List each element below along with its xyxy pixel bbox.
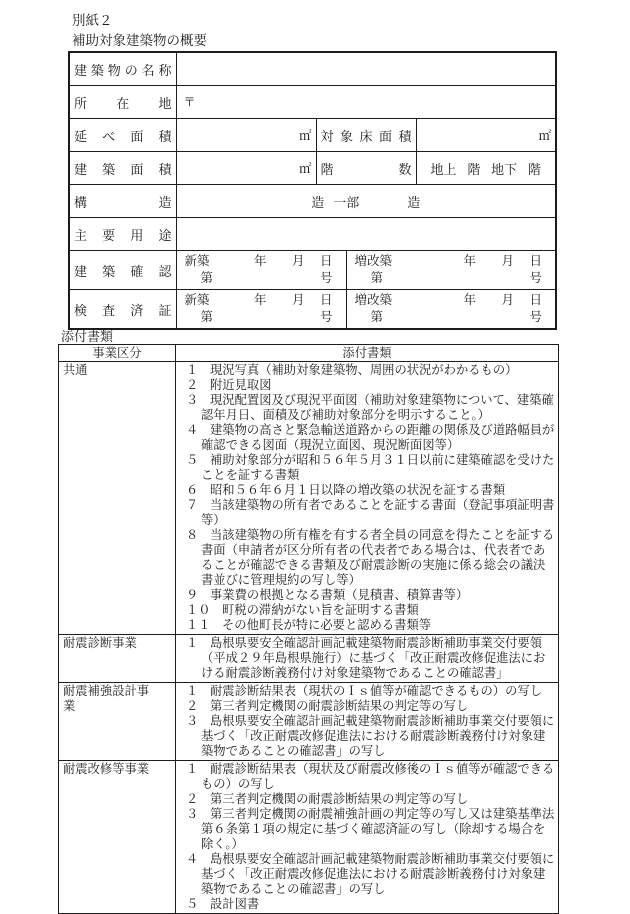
new-construction-label: 新築 xyxy=(184,254,210,268)
day-label: 日 xyxy=(319,254,333,268)
extension-label: 増改築 xyxy=(354,254,393,268)
building-confirmation-label: 建築確認 xyxy=(69,251,176,290)
floor-unit: 階 xyxy=(527,161,541,177)
number-suffix: 号 xyxy=(319,310,333,324)
confirmation-new-cell xyxy=(176,251,346,290)
new-construction-label: 新築 xyxy=(184,293,210,307)
row-main-use xyxy=(69,218,556,251)
attachment-item: １ 耐震診断結果表（現状及び耐震改修後のＩｓ値等が確認できるもの）の写し xyxy=(186,762,555,791)
attachment-item: ３ 第三者判定機関の耐震補強計画の判定等の写し又は建築基準法第６条第１項の規定に基づく確認済証の写し（除却する場合を除く。） xyxy=(186,807,555,851)
month-label: 月 xyxy=(501,254,514,268)
total-floor-area-label: 延べ面積 xyxy=(69,119,176,152)
attachment-item: ５ 設計図書 xyxy=(186,897,260,911)
above-ground-label: 地上 xyxy=(430,161,457,177)
documents-seismic-diagnosis xyxy=(176,635,559,683)
total-floor-area-value xyxy=(176,119,316,152)
number-suffix: 号 xyxy=(529,310,542,324)
documents-reinforcement-design xyxy=(176,683,559,761)
attachment-item: ２ 第三者判定機関の耐震診断結果の判定等の写し xyxy=(186,699,469,713)
attachment-item: ７ 当該建築物の所有者であることを証する書面（登記事項証明書等） xyxy=(186,498,555,527)
target-floor-area-label: 対象床面積 xyxy=(316,119,416,152)
sqm-unit: ㎡ xyxy=(538,129,551,143)
category-common: 共通 xyxy=(59,362,176,635)
structure-suffix: 造 xyxy=(311,194,325,210)
category-reinforcement-design: 耐震補強設計事業 xyxy=(59,683,176,761)
main-use-label: 主要用途 xyxy=(69,218,176,251)
structure-value xyxy=(176,185,556,218)
attachment-item: １ 現況写真（補助対象建築物、周囲の状況がわかるもの） xyxy=(186,363,518,377)
structure-partly: 一部 xyxy=(333,194,360,210)
attachments-table xyxy=(58,344,559,914)
category-retrofit: 耐震改修等事業 xyxy=(59,761,176,914)
table-row-common xyxy=(59,362,559,635)
month-label: 月 xyxy=(291,293,305,307)
row-structure xyxy=(69,185,556,218)
table-row-seismic-diagnosis xyxy=(59,635,559,683)
attachment-item: ２ 第三者判定機関の耐震診断結果の判定等の写し xyxy=(186,792,469,806)
table-row-retrofit xyxy=(59,761,559,914)
inspection-certificate-label: 検査済証 xyxy=(69,290,176,330)
attachment-item: ８ 当該建築物の所有権を有する者全員の同意を得たことを証する書面（申請者が区分所有者の代表者である場合は、代表者であることが確認できる書類及び耐震診断の実施に係る総会の議決書並びに管理規約の写し等） xyxy=(186,528,555,587)
page-title: 補助対象建築物の概要 xyxy=(72,33,207,48)
row-building-area-floors xyxy=(69,152,556,185)
main-use-value xyxy=(176,218,556,251)
building-name-label: 建築物の名称 xyxy=(69,52,176,86)
building-name-value xyxy=(176,52,556,86)
attachment-item: ６ 昭和５６年６月１日以降の増改築の状況を証する書類 xyxy=(186,483,506,497)
building-area-value xyxy=(176,152,316,185)
year-label: 年 xyxy=(253,254,267,268)
number-prefix: 第 xyxy=(200,310,214,324)
category-seismic-diagnosis: 耐震診断事業 xyxy=(59,635,176,683)
number-prefix: 第 xyxy=(370,271,384,285)
documents-retrofit xyxy=(176,761,559,914)
number-suffix: 号 xyxy=(529,271,542,285)
attachment-item: １ 島根県要安全確認計画記載建築物耐震診断補助事業交付要領（平成２９年島根県施行）に基づく「改正耐震改修促進法における耐震診断義務付け対象建築物であることの確認書」 xyxy=(186,636,546,680)
category-column-header: 事業区分 xyxy=(59,345,176,362)
number-prefix: 第 xyxy=(200,271,214,285)
attachment-number: 別紙２ xyxy=(72,13,113,28)
floor-unit: 階 xyxy=(467,161,481,177)
row-location xyxy=(69,86,556,119)
row-building-name xyxy=(69,52,556,86)
extension-label: 増改築 xyxy=(354,293,393,307)
sqm-unit: ㎡ xyxy=(298,129,312,143)
floors-label: 階数 xyxy=(316,152,416,185)
attachments-section-label: 添付書類 xyxy=(61,329,114,344)
attachment-item: ４ 建築物の高さと緊急輸送道路からの距離の関係及び道路幅員が確認できる図面（現況立面図、現況断面図等） xyxy=(186,423,555,452)
number-prefix: 第 xyxy=(370,310,384,324)
number-suffix: 号 xyxy=(319,271,333,285)
attachment-item: １１ その他町長が特に必要と認める書類等 xyxy=(186,618,432,632)
attachment-item: ２ 附近見取図 xyxy=(186,378,272,392)
year-label: 年 xyxy=(463,254,476,268)
sqm-unit: ㎡ xyxy=(298,162,312,176)
inspection-extension-cell xyxy=(346,290,556,330)
building-overview-table xyxy=(68,51,557,330)
month-label: 月 xyxy=(501,293,514,307)
attachment-item: ３ 島根県要安全確認計画記載建築物耐震診断補助事業交付要領に基づく「改正耐震改修促進法における耐震診断義務付け対象建築物であることの確認書」の写し xyxy=(186,714,555,758)
attachments-header-row xyxy=(59,345,559,362)
day-label: 日 xyxy=(529,254,542,268)
structure-suffix: 造 xyxy=(407,194,421,210)
postal-mark: 〒 xyxy=(183,95,196,109)
row-inspection-certificate xyxy=(69,290,556,330)
attachment-item: １ 耐震診断結果表（現状のＩｓ値等が確認できるもの）の写し xyxy=(186,684,543,698)
attachment-item: ４ 島根県要安全確認計画記載建築物耐震診断補助事業交付要領に基づく「改正耐震改修促進法における耐震診断義務付け対象建築物であることの確認書」の写し xyxy=(186,852,555,896)
structure-label: 構造 xyxy=(69,185,176,218)
year-label: 年 xyxy=(253,293,267,307)
floors-value xyxy=(416,152,556,185)
table-row-reinforcement-design xyxy=(59,683,559,761)
attachment-item: １０ 町税の滞納がない旨を証明する書類 xyxy=(186,603,419,617)
attachment-item: ５ 補助対象部分が昭和５６年５月３１日以前に建築確認を受けたことを証する書類 xyxy=(186,453,555,482)
confirmation-extension-cell xyxy=(346,251,556,290)
row-floor-areas xyxy=(69,119,556,152)
day-label: 日 xyxy=(529,293,542,307)
below-ground-label: 地下 xyxy=(491,161,518,177)
year-label: 年 xyxy=(463,293,476,307)
documents-common xyxy=(176,362,559,635)
attachment-item: ３ 現況配置図及び現況平面図（補助対象建築物について、建築確認年月日、面積及び補助対象部分を明示すること。） xyxy=(186,393,554,422)
location-label: 所在地 xyxy=(69,86,176,119)
row-building-confirmation xyxy=(69,251,556,290)
inspection-new-cell xyxy=(176,290,346,330)
attachment-item: ９ 事業費の根拠となる書類（見積書、積算書等） xyxy=(186,588,469,602)
documents-column-header: 添付書類 xyxy=(176,345,559,362)
month-label: 月 xyxy=(291,254,305,268)
location-value xyxy=(176,86,556,119)
target-floor-area-value xyxy=(416,119,556,152)
day-label: 日 xyxy=(319,293,333,307)
building-area-label: 建築面積 xyxy=(69,152,176,185)
